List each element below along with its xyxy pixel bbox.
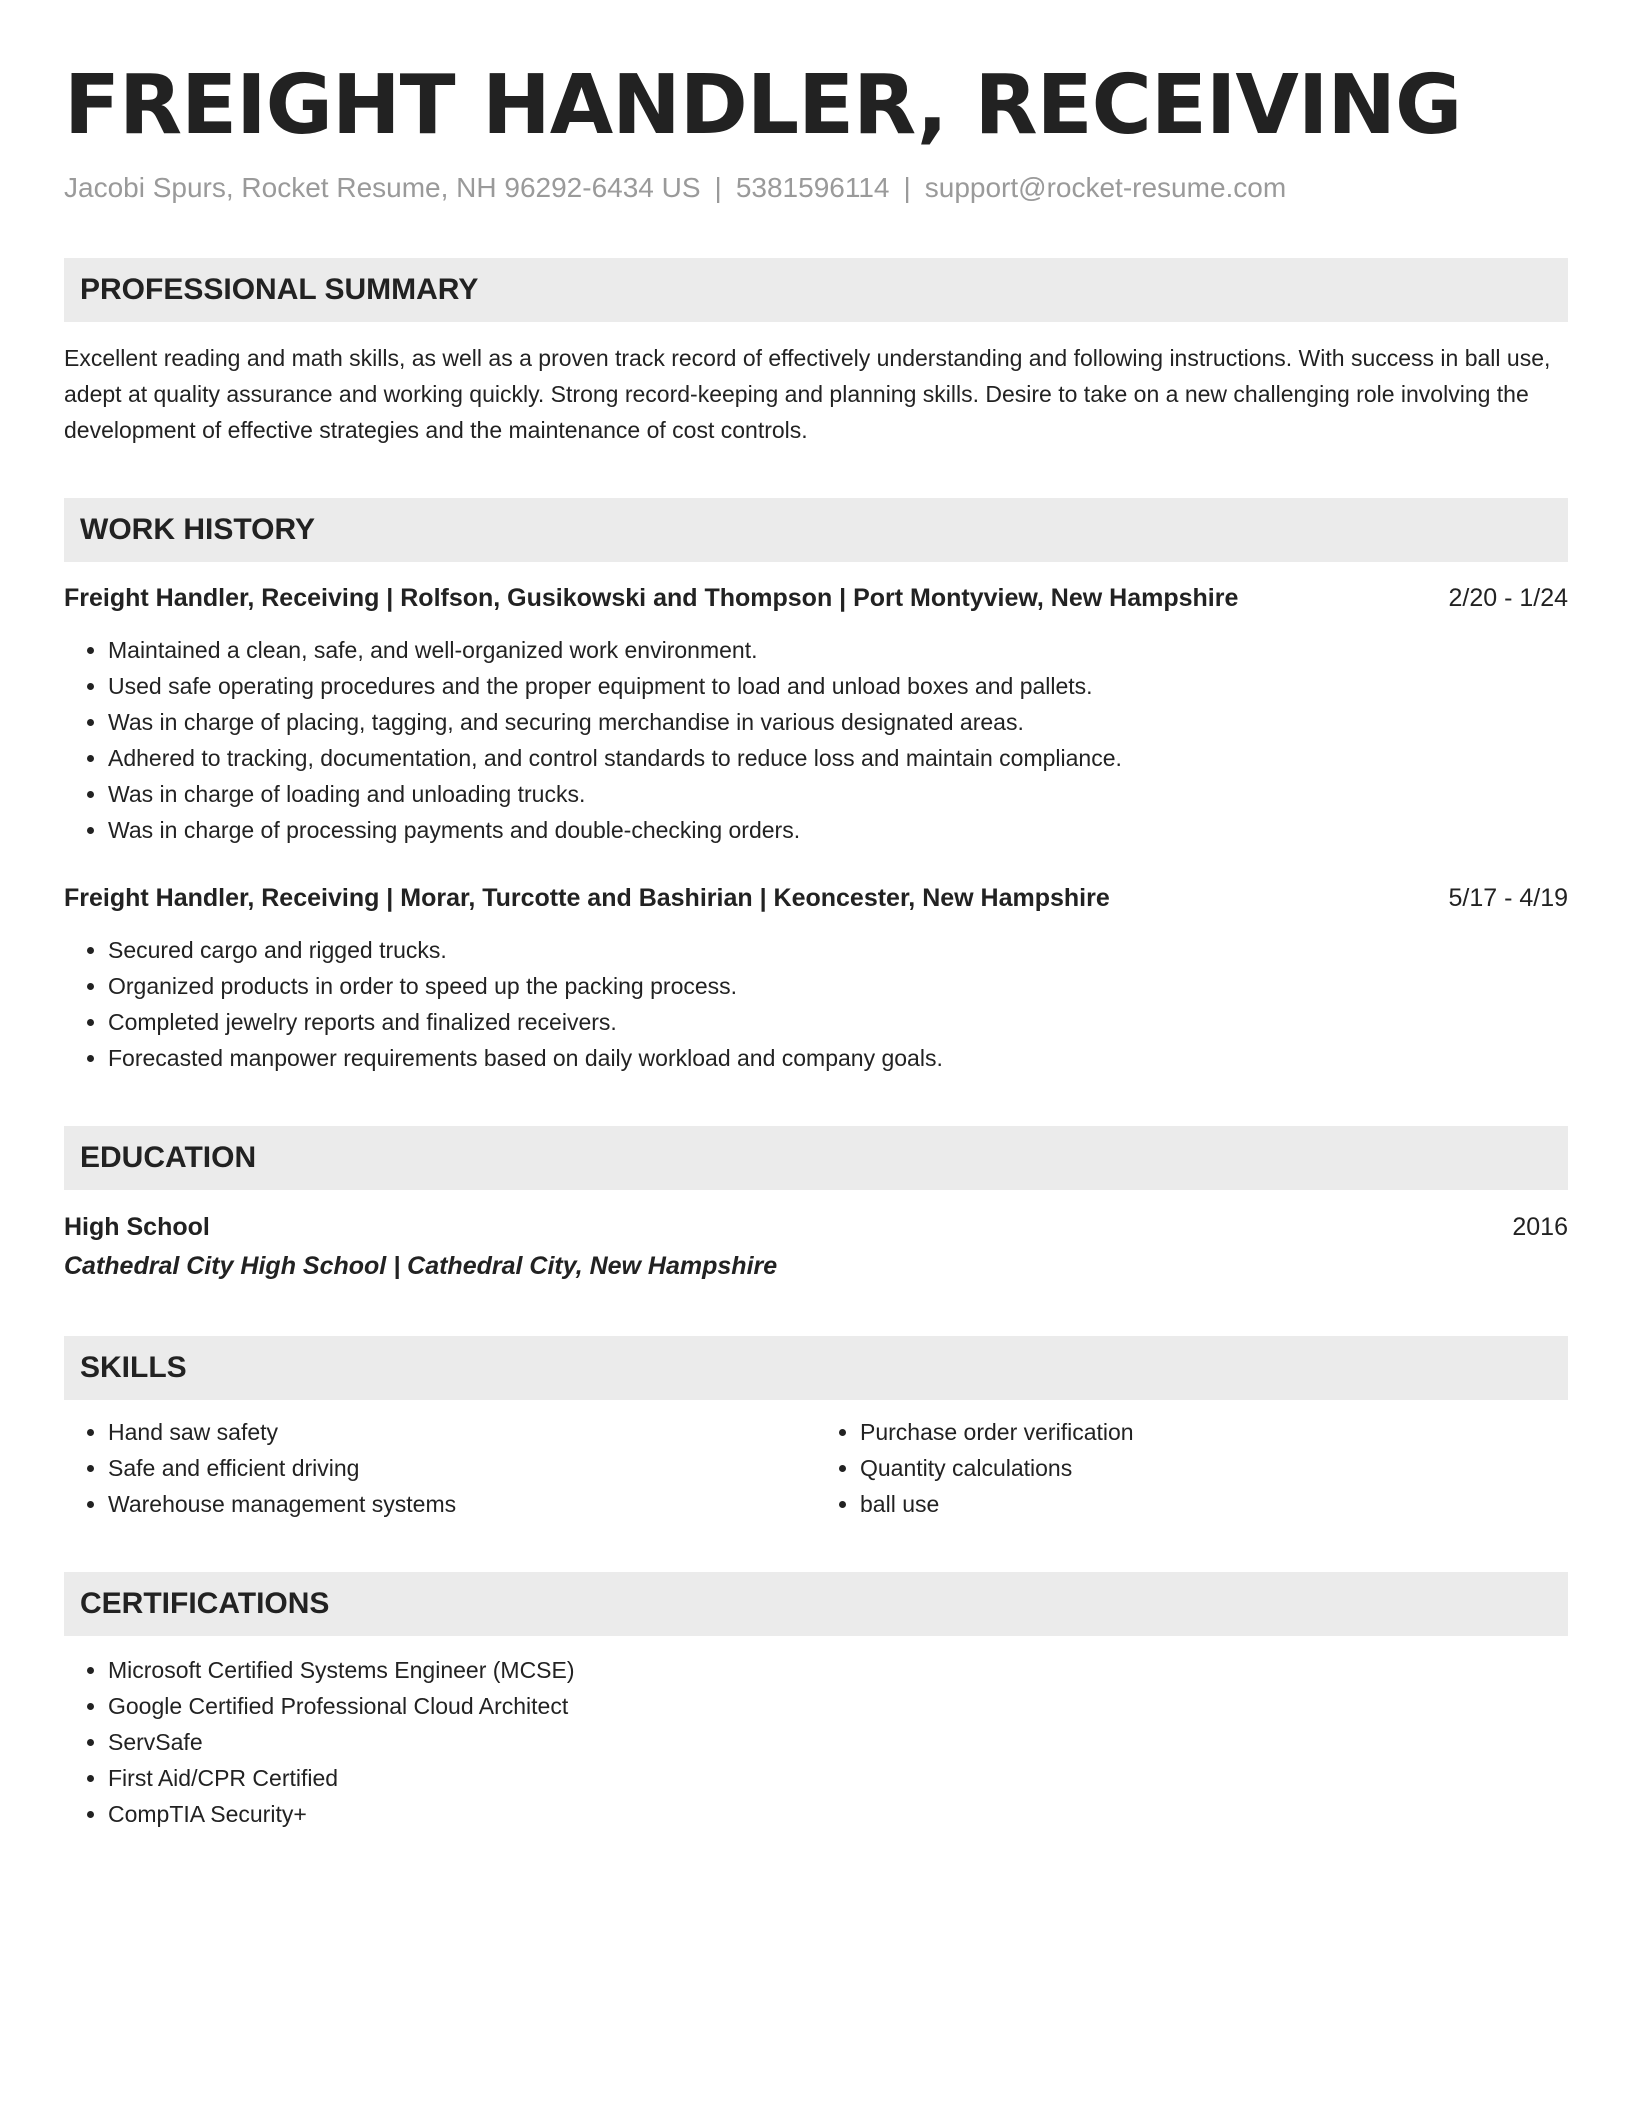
job-title: Freight Handler, Receiving | Rolfson, Gusikowski and Thompson | Port Montyview, New Hampshire [64,584,1239,612]
certification-item: • Microsoft Certified Systems Engineer (MCSE) [108,1652,1568,1688]
skill-item: • Warehouse management systems [108,1486,816,1522]
education-entry [64,1208,1568,1286]
job-bullet: • Was in charge of processing payments and double-checking orders. [108,812,1568,848]
skill-item: • Safe and efficient driving [108,1450,816,1486]
skill-item: • Quantity calculations [860,1450,1568,1486]
job-bullet: • Forecasted manpower requirements based on daily workload and company goals. [108,1040,1568,1076]
job-bullet: • Adhered to tracking, documentation, and control standards to reduce loss and maintain compliance. [108,740,1568,776]
certification-item: • First Aid/CPR Certified [108,1760,1568,1796]
job-bullet: • Organized products in order to speed up the packing process. [108,968,1568,1004]
section-heading-summary: PROFESSIONAL SUMMARY [64,258,1568,322]
job-bullet: • Secured cargo and rigged trucks. [108,932,1568,968]
job-entry [64,580,1568,848]
education-header [64,1208,1568,1246]
job-header [64,880,1568,916]
job-header [64,580,1568,616]
skills-list [64,1414,1568,1522]
job-bullets [64,932,1568,1076]
education-year: 2016 [1512,1213,1568,1241]
job-bullet: • Used safe operating procedures and the proper equipment to load and unload boxes and pallets. [108,668,1568,704]
certification-item: • ServSafe [108,1724,1568,1760]
skill-item: • ball use [860,1486,1568,1522]
section-heading-skills: SKILLS [64,1336,1568,1400]
contact-address: Jacobi Spurs, Rocket Resume, NH 96292-6434 US [64,172,701,203]
skill-item: • Hand saw safety [108,1414,816,1450]
job-title: Freight Handler, Receiving | Morar, Turcotte and Bashirian | Keoncester, New Hampshire [64,884,1110,912]
education-degree: High School [64,1213,210,1241]
certification-item: • CompTIA Security+ [108,1796,1568,1832]
resume-title: FREIGHT HANDLER, RECEIVING [64,58,1462,153]
contact-separator: | [714,172,722,203]
job-dates: 2/20 - 1/24 [1448,584,1568,612]
contact-line [64,168,1568,208]
certifications-list [64,1652,1568,1832]
contact-phone: 5381596114 [735,172,890,203]
job-bullet: • Maintained a clean, safe, and well-organized work environment. [108,632,1568,668]
section-heading-work-history: WORK HISTORY [64,498,1568,562]
skills-column-right [816,1414,1568,1522]
certification-item: • Google Certified Professional Cloud Architect [108,1688,1568,1724]
job-bullet: • Was in charge of loading and unloading trucks. [108,776,1568,812]
summary-text: Excellent reading and math skills, as well as a proven track record of effectively understanding and following instructions. With success in ball use, adept at quality assurance and working quickly. Strong record-keeping and planning skills. Desire to take on a new challenging role involving the development of effective strategies and the maintenance of cost controls. [64,345,1551,443]
skills-column-left [64,1414,816,1522]
job-bullet: • Was in charge of placing, tagging, and securing merchandise in various designated areas. [108,704,1568,740]
section-heading-certifications: CERTIFICATIONS [64,1572,1568,1636]
job-bullet: • Completed jewelry reports and finalized receivers. [108,1004,1568,1040]
contact-separator: | [903,172,911,203]
job-entry [64,880,1568,1076]
skill-item: • Purchase order verification [860,1414,1568,1450]
contact-email: support@rocket-resume.com [924,172,1287,203]
job-dates: 5/17 - 4/19 [1448,884,1568,912]
job-bullets [64,632,1568,848]
section-heading-education: EDUCATION [64,1126,1568,1190]
education-school: Cathedral City High School | Cathedral City, New Hampshire [64,1252,778,1280]
